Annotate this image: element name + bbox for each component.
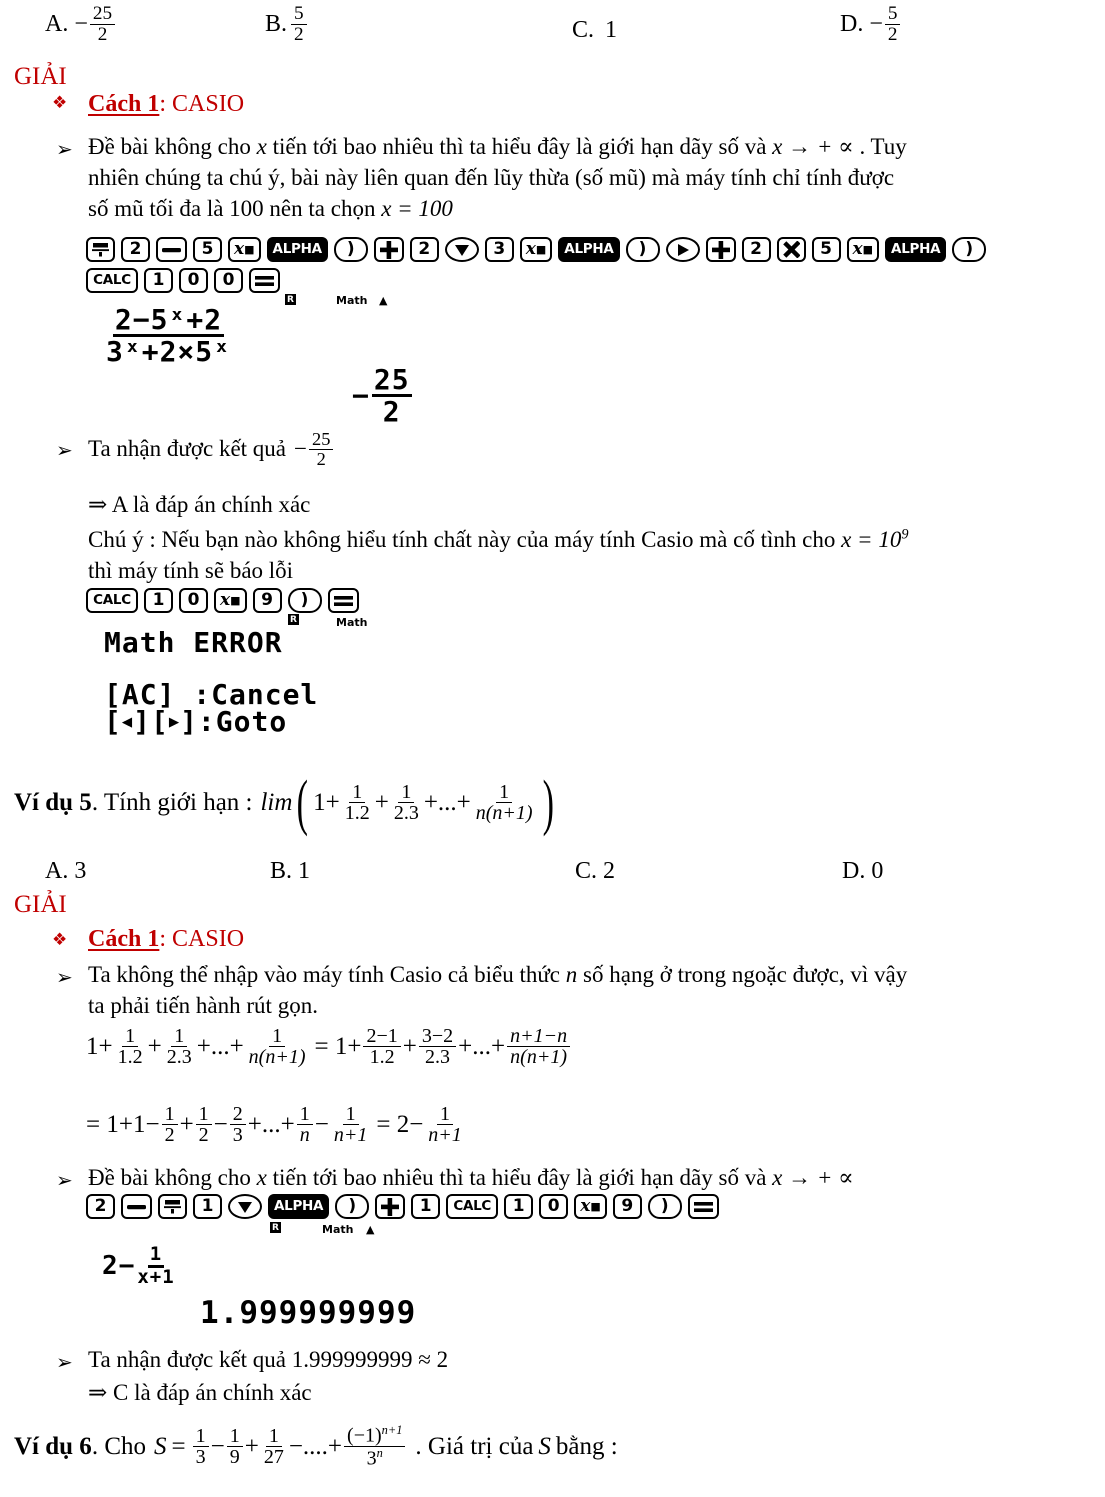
result-text: Ta nhận được kết quả <box>88 435 287 461</box>
result-fraction <box>309 430 333 469</box>
term-fraction <box>115 1026 146 1068</box>
fraction-numerator: 1 <box>343 1104 359 1125</box>
fraction-denominator: 9 <box>229 1446 240 1469</box>
answer-option-a-label: A. <box>45 11 69 37</box>
fraction-denominator: n(n+1) <box>248 1046 306 1069</box>
down-arrow-key-icon[interactable] <box>445 237 479 262</box>
example-6-heading <box>14 1424 618 1469</box>
right-paren-key-icon[interactable]: ) <box>288 588 322 613</box>
term-fraction <box>342 782 373 824</box>
lcd-2-indicator-arrow: ▲ <box>366 1223 375 1236</box>
result-sign: − <box>294 435 307 461</box>
example-5-answer-d[interactable] <box>842 855 883 887</box>
limit-expression: x → + ∝ <box>772 134 854 159</box>
lcd-fraction-denominator: x+1 <box>137 1265 175 1288</box>
fraction-denominator: n(n+1) <box>510 1046 567 1069</box>
fraction-numerator: 1 <box>122 1026 138 1047</box>
giai-heading-2: GIẢI <box>14 891 67 918</box>
fraction-denominator: 2 <box>887 23 898 45</box>
lcd-error-line-1: Math ERROR <box>104 626 283 659</box>
lcd-2-indicator-r: R <box>270 1222 281 1233</box>
term-fraction <box>162 1104 178 1146</box>
fraction-numerator: 1 <box>398 782 414 803</box>
variable-s: S <box>538 1432 551 1460</box>
term-fraction <box>246 1026 309 1068</box>
arrow-bullet-icon: ➢ <box>56 967 73 989</box>
text-run: số hạng ở trong ngoặc được, vì vậy <box>583 962 908 987</box>
answer-option-a-sign: − <box>74 11 88 37</box>
key-1[interactable]: 1 <box>193 1194 222 1219</box>
answer-option-c-value: 1 <box>605 17 618 43</box>
answer-option-b-fraction <box>291 4 307 44</box>
term-text: −....+ <box>288 1432 343 1460</box>
key-5[interactable]: 5 <box>812 237 841 262</box>
lcd-expr-lead: 2− <box>102 1251 136 1282</box>
fraction-denominator: 2.3 <box>166 1046 192 1069</box>
answer-label: C. <box>575 858 598 884</box>
fraction-denominator: 2.3 <box>393 802 419 825</box>
example-6-title: Ví dụ 6 <box>14 1432 92 1460</box>
conclusion-1: ⇒ A là đáp án chính xác <box>88 492 311 517</box>
term-text: +...+ <box>196 1032 244 1060</box>
cach-separator: : CASIO <box>159 926 245 952</box>
x-power-key-icon[interactable]: x ■ <box>214 588 247 613</box>
cach-label: Cách 1 <box>88 926 160 952</box>
fraction-denominator: 2 <box>316 448 326 469</box>
fraction-numerator: $(-1)^{n+1}$ <box>344 1424 405 1447</box>
paragraph-line-2: ta phải tiến hành rút gọn. <box>88 992 318 1018</box>
fraction-denominator: 3 <box>232 1124 243 1147</box>
term-text: +...+ <box>247 1110 295 1138</box>
plus-key-icon[interactable] <box>374 237 404 262</box>
lcd-2-expression <box>102 1245 177 1288</box>
term-fraction <box>230 1104 246 1146</box>
exponent: 9 <box>901 526 909 543</box>
lcd-result-fraction <box>372 365 412 427</box>
answer-option-a-fraction <box>90 4 115 44</box>
key-0[interactable]: 0 <box>179 268 208 293</box>
paragraph-1 <box>88 132 1098 224</box>
key-2[interactable]: 2 <box>121 237 150 262</box>
term-text: + <box>147 1032 162 1060</box>
tail-b: bằng : <box>555 1432 618 1460</box>
diamond-bullet-icon: ❖ <box>52 93 68 112</box>
term-text: = 1+ <box>314 1032 362 1060</box>
arrow-bullet-icon: ➢ <box>56 440 73 462</box>
fraction-denominator: 2.3 <box>424 1046 450 1069</box>
lcd-2-indicator-math: Math <box>322 1223 354 1236</box>
right-arrow-icon: ▶ <box>168 711 181 732</box>
example-5-heading: Ví dụ 5 . Tính giới hạn : lim ( 1+ $\frac{1}{1.2}$ + $\frac{1}{2.3}$ +...+ $\frac{1}{n(n+1)}$ ) <box>14 768 554 837</box>
lcd-1-result <box>352 365 412 427</box>
key-sequence-1-row-2 <box>86 268 280 293</box>
variable-n: n <box>565 962 578 987</box>
fraction-key-icon[interactable] <box>158 1194 187 1219</box>
example-5-expression <box>313 782 538 824</box>
fraction-numerator: 5 <box>291 4 307 25</box>
term-fraction <box>425 1104 465 1146</box>
tail-a: . Giá trị của <box>415 1432 534 1460</box>
calc-key[interactable]: CALC <box>86 588 138 613</box>
result-line-1 <box>88 430 335 469</box>
example-5-title: Ví dụ 5 <box>14 788 92 816</box>
term-text: − <box>210 1432 225 1460</box>
lcd-1-indicator-arrow: ▲ <box>379 294 388 307</box>
answer-option-b[interactable] <box>265 4 309 44</box>
fraction-numerator: 1 <box>297 1104 313 1125</box>
term-fraction <box>331 1104 371 1146</box>
answer-label: A. <box>45 858 69 884</box>
example-5-paragraph-2 <box>88 1163 854 1194</box>
key-1[interactable]: 1 <box>144 268 173 293</box>
right-paren-key-icon[interactable]: ) <box>626 237 660 262</box>
fraction-numerator: 2−1 <box>363 1026 400 1047</box>
example-5-answer-b[interactable] <box>270 855 310 887</box>
lcd-1-expression <box>104 305 233 367</box>
text-run: tiến tới bao nhiêu thì ta hiểu đây là giới hạn dãy số và <box>272 1165 767 1190</box>
arrow-bullet-icon: ➢ <box>56 139 73 161</box>
fraction-denominator: 1.2 <box>344 802 370 825</box>
exponent: n+1 <box>381 1423 403 1437</box>
key-1[interactable]: 1 <box>411 1194 440 1219</box>
text-run: Đề bài không cho <box>88 1165 251 1190</box>
text-run: . Tuy <box>859 134 907 159</box>
fraction-denominator: n <box>299 1124 310 1147</box>
variable-x: x <box>256 134 267 159</box>
bracket-open: [ <box>104 705 122 738</box>
example-5-conclusion: ⇒ C là đáp án chính xác <box>88 1380 312 1405</box>
term-text: + <box>402 1032 417 1060</box>
fraction-numerator: 1 <box>196 1104 212 1125</box>
variable-s: S <box>154 1432 167 1460</box>
giai-heading-1: GIẢI <box>14 63 67 90</box>
equals-key-icon[interactable] <box>688 1194 719 1219</box>
term-text: + <box>244 1432 259 1460</box>
term-text: + <box>179 1110 194 1138</box>
key-1[interactable]: 1 <box>144 588 173 613</box>
fraction-numerator: 3−2 <box>419 1026 456 1047</box>
fraction-denominator: 1.2 <box>117 1046 143 1069</box>
fraction-denominator: n+1 <box>333 1124 368 1147</box>
fraction-numerator: 25 <box>309 430 333 450</box>
key-2[interactable]: 2 <box>742 237 771 262</box>
term-fraction <box>261 1426 287 1468</box>
term-fraction <box>363 1026 400 1068</box>
lcd-fraction-denominator: 2 <box>382 395 401 429</box>
term-text: − <box>314 1110 329 1138</box>
fraction-numerator: 1 <box>266 1426 282 1447</box>
cach-separator: : CASIO <box>159 91 245 117</box>
paragraph-1-line-3 <box>88 194 1098 225</box>
fraction-numerator: 25 <box>90 4 115 25</box>
x-equals-100: x = 100 <box>381 195 453 221</box>
example-5-key-sequence <box>86 1194 719 1219</box>
answer-option-a[interactable] <box>45 4 117 44</box>
lcd-fraction <box>135 1245 176 1288</box>
fraction-numerator: 1 <box>193 1426 209 1447</box>
term-fraction <box>196 1104 212 1146</box>
term-fraction <box>391 782 422 824</box>
fraction-numerator: 1 <box>437 1104 453 1125</box>
fraction-denominator: 3 <box>195 1446 206 1469</box>
fraction-denominator: 2 <box>164 1124 175 1147</box>
plus-key-icon[interactable] <box>706 237 736 262</box>
minus-key-icon[interactable] <box>121 1194 152 1219</box>
answer-label: D. <box>842 858 866 884</box>
x-equals-10: $x = 10^9$ <box>841 526 909 552</box>
term-fraction <box>227 1426 243 1468</box>
plus-key-icon[interactable] <box>375 1194 405 1219</box>
fraction-denominator: 3$^n$ <box>366 1446 383 1470</box>
term-text: = 1+1− <box>86 1110 160 1138</box>
minus-key-icon[interactable] <box>156 237 187 262</box>
equals-key-icon[interactable] <box>328 588 359 613</box>
term-text: +...+ <box>458 1032 506 1060</box>
fraction-numerator: 1 <box>227 1426 243 1447</box>
x-power-key-icon[interactable]: x ■ <box>847 237 880 262</box>
term-fraction <box>164 1026 195 1068</box>
diamond-bullet-icon: ❖ <box>52 930 68 949</box>
lcd-fraction-denominator: 3ˣ+2×5ˣ <box>106 335 232 369</box>
term-fraction <box>473 782 536 824</box>
fraction-numerator: 2 <box>230 1104 246 1125</box>
times-key-icon[interactable] <box>777 237 806 262</box>
example-5-answer-c[interactable] <box>575 855 615 887</box>
key-sequence-1-row-1 <box>86 237 986 262</box>
arrow-bullet-icon: ➢ <box>56 1170 73 1192</box>
lcd-fraction <box>104 305 233 367</box>
key-1[interactable]: 1 <box>504 1194 533 1219</box>
fraction-denominator: 27 <box>263 1446 284 1469</box>
example-5-answer-a[interactable] <box>45 855 86 887</box>
term-fraction <box>193 1426 209 1468</box>
equals-sign: = <box>171 1432 186 1460</box>
text-run: tiến tới bao nhiêu thì ta hiểu đây là giới hạn dãy số và <box>272 134 767 159</box>
lcd-error-indicator-r: R <box>288 614 299 625</box>
fraction-numerator: 5 <box>885 4 901 25</box>
lcd-error-line-2: [AC] :Cancel <box>104 678 319 711</box>
lcd-fraction-numerator: 25 <box>373 363 410 396</box>
term-fraction <box>297 1104 313 1146</box>
term-text: 1+ <box>86 1032 113 1060</box>
term-text: +...+ <box>423 788 471 816</box>
calc-key[interactable]: CALC <box>446 1194 498 1219</box>
term-text: = 2− <box>376 1110 424 1138</box>
key-3[interactable]: 3 <box>485 237 514 262</box>
fraction-denominator: n+1 <box>428 1124 462 1147</box>
example-5-result-line: Ta nhận được kết quả 1.999999999 ≈ 2 <box>88 1347 449 1372</box>
answer-option-c-label: C. <box>572 17 595 43</box>
calc-key[interactable]: CALC <box>86 268 138 293</box>
term-fraction-exp <box>344 1424 405 1469</box>
text-run: Đề bài không cho <box>88 134 251 159</box>
term-text: − <box>213 1110 228 1138</box>
fraction-denominator: 2 <box>198 1124 209 1147</box>
key-0[interactable]: 0 <box>214 268 243 293</box>
x-power-key-icon[interactable]: x ■ <box>228 237 261 262</box>
example-5-paragraph-1 <box>88 960 1098 1022</box>
fraction-numerator: n+1−n <box>507 1026 570 1047</box>
paragraph-line-1 <box>88 960 1098 991</box>
cach-label: Cách 1 <box>88 91 160 117</box>
lcd-fraction-numerator: 1 <box>148 1245 164 1268</box>
fraction-numerator: 1 <box>349 782 365 803</box>
example-6-prompt: . Cho <box>91 1432 146 1460</box>
answer-value: 3 <box>74 858 87 884</box>
answer-value: 1 <box>298 858 311 884</box>
example-5-prompt: . Tính giới hạn : <box>91 788 253 816</box>
term-text: 1+ <box>313 788 340 816</box>
fraction-key-icon[interactable] <box>86 237 115 262</box>
alpha-key[interactable]: ALPHA <box>558 237 619 262</box>
x-power-key-icon[interactable]: x ■ <box>520 237 553 262</box>
lcd-2-result: 1.999999999 <box>200 1295 417 1331</box>
right-paren-key-icon[interactable]: ) <box>952 237 986 262</box>
key-9[interactable]: 9 <box>613 1194 642 1219</box>
right-arrow-key-icon[interactable] <box>666 237 700 262</box>
lcd-1-indicator-math: Math <box>336 294 368 307</box>
lcd-error-line-3 <box>104 705 287 738</box>
key-2[interactable]: 2 <box>86 1194 115 1219</box>
left-arrow-icon: ◀ <box>121 711 134 732</box>
fraction-denominator: 1.2 <box>369 1046 395 1069</box>
note-1 <box>88 525 1098 587</box>
answer-option-c[interactable] <box>572 14 617 46</box>
bracket-close: ]:Goto <box>180 705 288 738</box>
fraction-numerator: 1 <box>162 1104 178 1125</box>
fraction-numerator: 1 <box>171 1026 187 1047</box>
bracket-mid: ][ <box>133 705 169 738</box>
fraction-denominator: n(n+1) <box>475 802 533 825</box>
lcd-fraction-numerator: 2−5ˣ+2 <box>114 303 223 336</box>
lcd-1-indicator-r: R <box>285 294 296 305</box>
lcd-error-indicator-math: Math <box>336 616 368 629</box>
fraction-denominator: 2 <box>294 23 304 45</box>
equals-key-icon[interactable] <box>249 268 280 293</box>
note-1-line-1 <box>88 525 1098 556</box>
key-0[interactable]: 0 <box>539 1194 568 1219</box>
key-sequence-3 <box>86 588 359 613</box>
alpha-key[interactable]: ALPHA <box>885 237 946 262</box>
derivation-line-2 <box>86 1104 467 1146</box>
exponent: n <box>376 1446 383 1461</box>
right-paren-key-icon[interactable]: ) <box>334 237 368 262</box>
fraction-numerator: 1 <box>496 782 512 803</box>
answer-option-d-label: D. <box>840 11 864 37</box>
variable-x: x <box>256 1165 267 1190</box>
text-run: Ta không thể nhập vào máy tính Casio cả biểu thức <box>88 962 561 987</box>
alpha-key[interactable]: ALPHA <box>268 1194 329 1219</box>
cach-heading-2 <box>88 923 244 955</box>
answer-option-d-sign: − <box>869 11 883 37</box>
arrow-bullet-icon: ➢ <box>56 1352 73 1374</box>
lim-operator: lim <box>260 788 293 816</box>
fraction-numerator: 1 <box>269 1026 285 1047</box>
answer-option-d[interactable] <box>840 4 902 44</box>
term-text: + <box>374 788 389 816</box>
answer-label: B. <box>270 858 293 884</box>
alpha-key[interactable]: ALPHA <box>267 237 328 262</box>
right-paren-key-icon[interactable]: ) <box>335 1194 369 1219</box>
answer-option-d-fraction <box>885 4 901 44</box>
derivation-line-1 <box>86 1026 572 1068</box>
fraction-denominator: 2 <box>97 23 108 45</box>
text-run: số mũ tối đa là 100 nên ta chọn <box>88 195 376 221</box>
right-paren-key-icon[interactable]: ) <box>648 1194 682 1219</box>
key-2[interactable]: 2 <box>410 237 439 262</box>
down-arrow-key-icon[interactable] <box>228 1194 262 1219</box>
key-0[interactable]: 0 <box>179 588 208 613</box>
note-1-line-2: thì máy tính sẽ báo lỗi <box>88 557 294 583</box>
key-9[interactable]: 9 <box>253 588 282 613</box>
term-fraction <box>507 1026 570 1068</box>
text-run: Chú ý : Nếu bạn nào không hiểu tính chất này của máy tính Casio mà cố tình cho <box>88 527 836 552</box>
term-fraction <box>419 1026 456 1068</box>
key-5[interactable]: 5 <box>193 237 222 262</box>
cach-heading-1 <box>88 88 244 120</box>
limit-expression: x → + ∝ <box>772 1165 854 1190</box>
paragraph-1-line-1 <box>88 132 1098 163</box>
x-power-key-icon[interactable]: x ■ <box>574 1194 607 1219</box>
paragraph-1-line-2: nhiên chúng ta chú ý, bài này liên quan đến lũy thừa (số mũ) mà máy tính chỉ tính được <box>88 164 895 190</box>
answer-option-b-label: B. <box>265 11 288 37</box>
lcd-result-sign: − <box>352 379 370 413</box>
answer-value: 2 <box>603 858 616 884</box>
answer-value: 0 <box>871 858 884 884</box>
